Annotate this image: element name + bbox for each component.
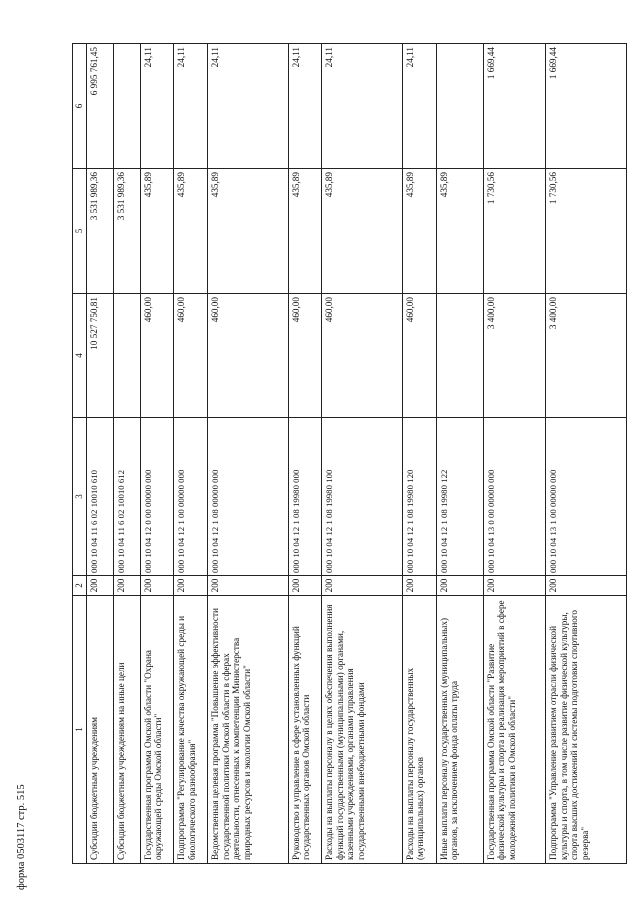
row-executed: 435,89 (436, 169, 483, 294)
row-line-code: 200 (402, 576, 436, 596)
row-budget-code: 000 10 04 11 6 02 10010 610 (87, 418, 114, 576)
header-col-3: 3 (73, 418, 87, 576)
row-approved: 3 400,00 (483, 294, 546, 418)
row-name: Ведомственная целевая программа "Повышение эффективности государственной политики Омской области в сферах деятельности, отнесенных к компетенции Министерства природных ресурсов и экологии Омской области" (207, 596, 288, 864)
row-executed: 435,89 (402, 169, 436, 294)
row-approved (436, 294, 483, 418)
row-name: Государственная программа Омской области "Развитие физической культуры и спорта и реализация мероприятий в сфере молодежной политики в Омской области" (483, 596, 546, 864)
row-unexecuted: 6 995 761,45 (87, 44, 114, 169)
header-row (73, 44, 87, 864)
header-col-2: 2 (73, 576, 87, 596)
table-row (174, 44, 208, 864)
table-row (483, 44, 546, 864)
row-line-code: 200 (87, 576, 114, 596)
row-unexecuted (113, 44, 140, 169)
table-row (87, 44, 114, 864)
row-executed: 435,89 (174, 169, 208, 294)
header-col-6: 6 (73, 44, 87, 169)
row-budget-code: 000 10 04 13 0 00 00000 000 (483, 418, 546, 576)
row-budget-code: 000 10 04 12 1 08 00000 000 (207, 418, 288, 576)
row-executed: 3 531 989,36 (87, 169, 114, 294)
row-unexecuted: 24,11 (322, 44, 403, 169)
row-unexecuted: 24,11 (402, 44, 436, 169)
header-col-1: 1 (73, 596, 87, 864)
row-unexecuted: 24,11 (174, 44, 208, 169)
row-line-code: 200 (322, 576, 403, 596)
row-unexecuted (436, 44, 483, 169)
row-budget-code: 000 10 04 12 0 00 00000 000 (140, 418, 174, 576)
row-budget-code: 000 10 04 12 1 08 19980 122 (436, 418, 483, 576)
row-name: Расходы на выплаты персоналу государственных (муниципальных) органов (402, 596, 436, 864)
row-approved: 460,00 (402, 294, 436, 418)
row-executed: 435,89 (322, 169, 403, 294)
row-approved: 10 527 750,81 (87, 294, 114, 418)
row-approved: 460,00 (140, 294, 174, 418)
row-unexecuted: 1 669,44 (483, 44, 546, 169)
row-name: Государственная программа Омской области "Охрана окружающей среды Омской области" (140, 596, 174, 864)
row-approved: 460,00 (288, 294, 322, 418)
row-budget-code: 000 10 04 12 1 08 19980 120 (402, 418, 436, 576)
row-name: Подпрограмма "Управление развитием отрасли физической культуры и спорта, в том числе развитие физической культуры, спорта высших достижений и системы подготовки спортивного резерва" (546, 596, 627, 864)
row-line-code: 200 (436, 576, 483, 596)
rotated-table-container (72, 44, 627, 864)
budget-table (72, 43, 627, 864)
row-unexecuted: 24,11 (207, 44, 288, 169)
form-label: форма 0503117 стр. 515 (16, 784, 27, 890)
row-approved: 460,00 (174, 294, 208, 418)
row-line-code: 200 (207, 576, 288, 596)
row-budget-code: 000 10 04 12 1 08 19980 000 (288, 418, 322, 576)
row-executed: 435,89 (207, 169, 288, 294)
row-executed: 3 531 989,36 (113, 169, 140, 294)
row-line-code: 200 (174, 576, 208, 596)
row-name: Руководство и управление в сфере установленных функций государственных органов Омской области (288, 596, 322, 864)
row-name: Расходы на выплаты персоналу в целях обеспечения выполнения функций государственными (муниципальными) органами, казенными учреждениями, органами управления государственными внебюджетными фондами (322, 596, 403, 864)
row-approved: 3 400,00 (546, 294, 627, 418)
table-row (113, 44, 140, 864)
row-executed: 1 730,56 (546, 169, 627, 294)
header-col-5: 5 (73, 169, 87, 294)
row-name: Подпрограмма "Регулирование качества окружающей среды и биологического разнообразия" (174, 596, 208, 864)
row-budget-code: 000 10 04 12 1 00 00000 000 (174, 418, 208, 576)
row-approved: 460,00 (322, 294, 403, 418)
row-line-code: 200 (288, 576, 322, 596)
row-line-code: 200 (546, 576, 627, 596)
row-line-code: 200 (113, 576, 140, 596)
table-row (207, 44, 288, 864)
row-name: Иные выплаты персоналу государственных (муниципальных) органов, за исключением фонда оплаты труда (436, 596, 483, 864)
row-unexecuted: 24,11 (140, 44, 174, 169)
row-budget-code: 000 10 04 12 1 08 19980 100 (322, 418, 403, 576)
header-col-4: 4 (73, 294, 87, 418)
row-line-code: 200 (483, 576, 546, 596)
table-row (140, 44, 174, 864)
row-unexecuted: 24,11 (288, 44, 322, 169)
row-approved: 460,00 (207, 294, 288, 418)
table-row (322, 44, 403, 864)
table-row (436, 44, 483, 864)
row-unexecuted: 1 669,44 (546, 44, 627, 169)
row-budget-code: 000 10 04 11 6 02 10010 612 (113, 418, 140, 576)
row-executed: 435,89 (288, 169, 322, 294)
row-budget-code: 000 10 04 13 1 00 00000 000 (546, 418, 627, 576)
row-name: Субсидии бюджетным учреждениям на иные цели (113, 596, 140, 864)
table-row (546, 44, 627, 864)
row-executed: 435,89 (140, 169, 174, 294)
row-executed: 1 730,56 (483, 169, 546, 294)
row-line-code: 200 (140, 576, 174, 596)
row-approved (113, 294, 140, 418)
table-row (288, 44, 322, 864)
row-name: Субсидии бюджетным учреждениям (87, 596, 114, 864)
table-row (402, 44, 436, 864)
